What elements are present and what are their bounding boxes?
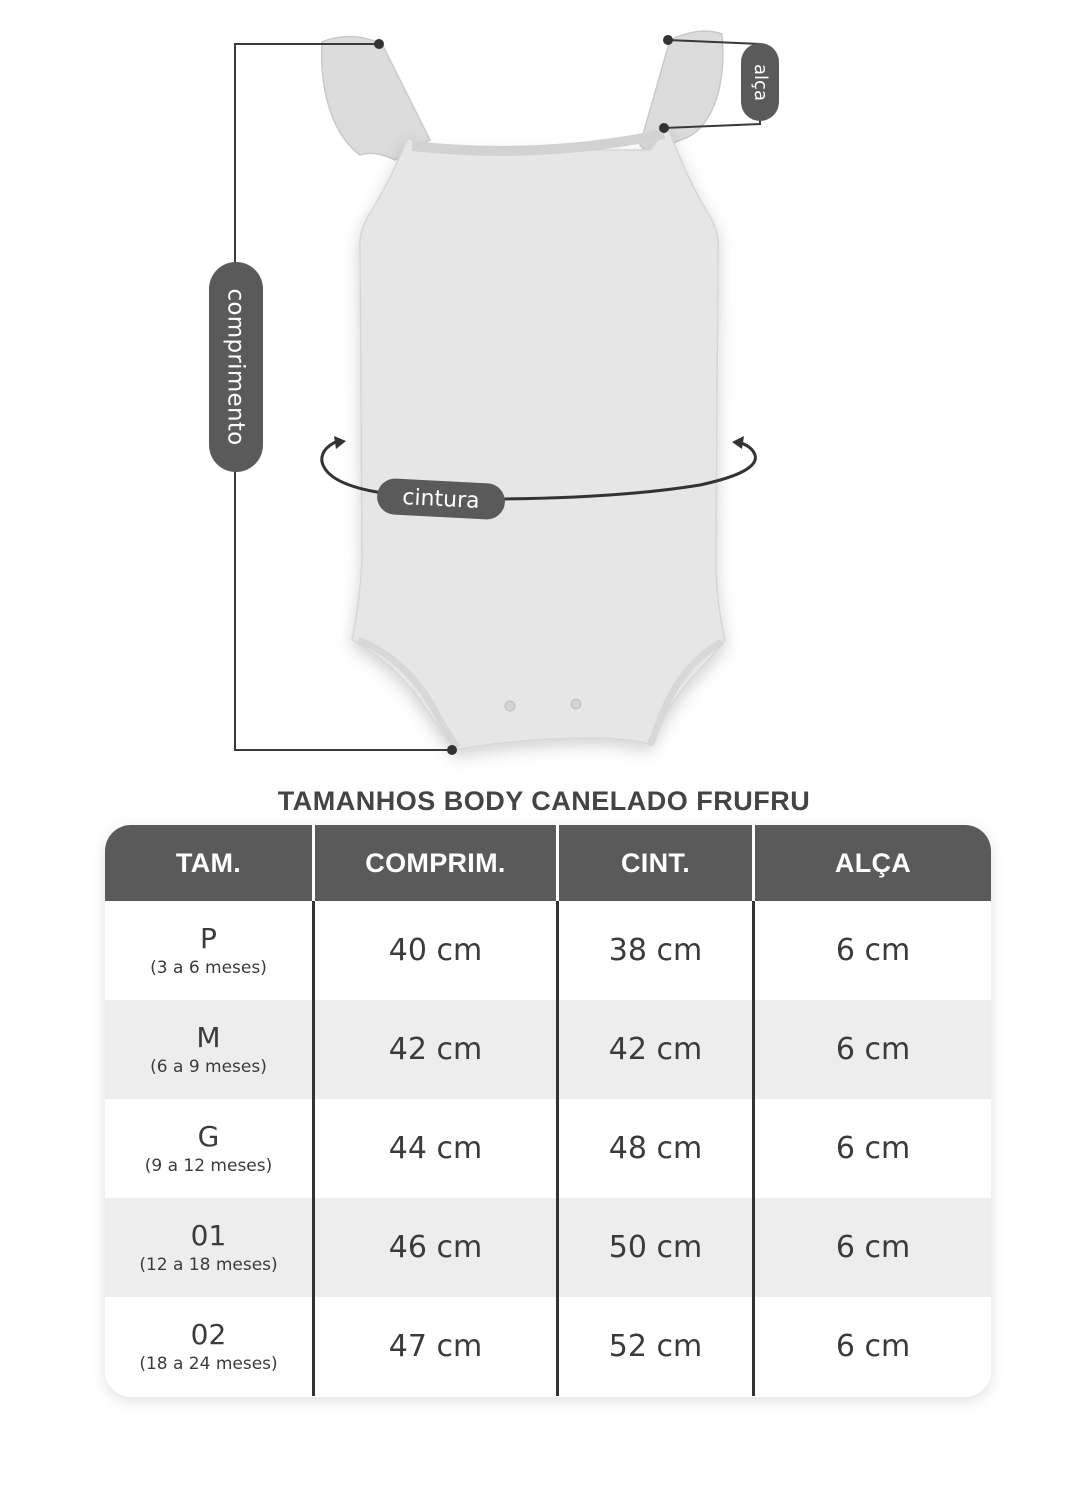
measure-point: [659, 123, 669, 133]
size-cell: [105, 901, 312, 1000]
size-cell: [105, 1198, 312, 1297]
waist-cell: [556, 901, 752, 1000]
length-cell: [312, 1297, 556, 1396]
strap-cell: [752, 1297, 991, 1396]
size-age-range: (6 a 9 meses): [150, 1056, 267, 1077]
waist-cell: [556, 1198, 752, 1297]
waist-cell: [556, 1099, 752, 1198]
waist-value: 38 cm: [608, 933, 703, 968]
table-row: [105, 1000, 991, 1099]
waist-value: 52 cm: [608, 1329, 703, 1364]
size-age-range: (12 a 18 meses): [139, 1254, 278, 1275]
size-name: P: [200, 921, 217, 955]
header-length: COMPRIM.: [312, 825, 556, 901]
waist-value: 42 cm: [608, 1032, 703, 1067]
waist-label: cintura: [376, 478, 506, 521]
length-value: 47 cm: [388, 1329, 483, 1364]
size-table-title: TAMANHOS BODY CANELADO FRUFRU: [277, 786, 811, 816]
strap-value: 6 cm: [835, 933, 911, 968]
snap-button: [505, 701, 515, 711]
size-name: 02: [190, 1317, 227, 1351]
length-cell: [312, 1099, 556, 1198]
waist-value: 48 cm: [608, 1131, 703, 1166]
length-value: 46 cm: [388, 1230, 483, 1265]
waist-value: 50 cm: [608, 1230, 703, 1265]
measure-point: [663, 35, 673, 45]
waist-cell: [556, 1297, 752, 1396]
size-name: G: [197, 1119, 220, 1153]
table-header-row: [105, 825, 991, 901]
size-age-range: (3 a 6 meses): [150, 957, 267, 978]
neckline: [412, 134, 664, 151]
strap-cell: [752, 1198, 991, 1297]
table-row: [105, 1198, 991, 1297]
strap-cell: [752, 1000, 991, 1099]
size-table: [105, 825, 991, 1397]
length-cell: [312, 1198, 556, 1297]
strap-value: 6 cm: [835, 1032, 911, 1067]
waist-arrow-right: [732, 436, 744, 449]
snap-button: [571, 699, 581, 709]
length-value: 42 cm: [388, 1032, 483, 1067]
strap-cell: [752, 901, 991, 1000]
size-cell: [105, 1099, 312, 1198]
waist-cell: [556, 1000, 752, 1099]
measure-point: [374, 39, 384, 49]
size-cell: [105, 1000, 312, 1099]
header-strap: ALÇA: [752, 825, 991, 901]
table-row: [105, 901, 991, 1000]
header-size: TAM.: [175, 847, 242, 878]
size-name: 01: [190, 1218, 227, 1252]
measure-point: [447, 745, 457, 755]
length-value: 40 cm: [388, 933, 483, 968]
strap-cell: [752, 1099, 991, 1198]
length-cell: [312, 901, 556, 1000]
strap-label: alça: [741, 43, 779, 121]
strap-value: 6 cm: [835, 1329, 911, 1364]
bodysuit-body: [352, 128, 725, 750]
length-label: comprimento: [209, 262, 263, 472]
table-row: [105, 1297, 991, 1396]
length-cell: [312, 1000, 556, 1099]
size-name: M: [196, 1020, 221, 1054]
strap-value: 6 cm: [835, 1230, 911, 1265]
size-cell: [105, 1297, 312, 1396]
header-waist: CINT.: [556, 825, 752, 901]
size-age-range: (18 a 24 meses): [139, 1353, 278, 1374]
waist-arrow-left: [334, 436, 346, 449]
size-age-range: (9 a 12 meses): [144, 1155, 273, 1176]
strap-value: 6 cm: [835, 1131, 911, 1166]
table-row: [105, 1099, 991, 1198]
length-value: 44 cm: [388, 1131, 483, 1166]
